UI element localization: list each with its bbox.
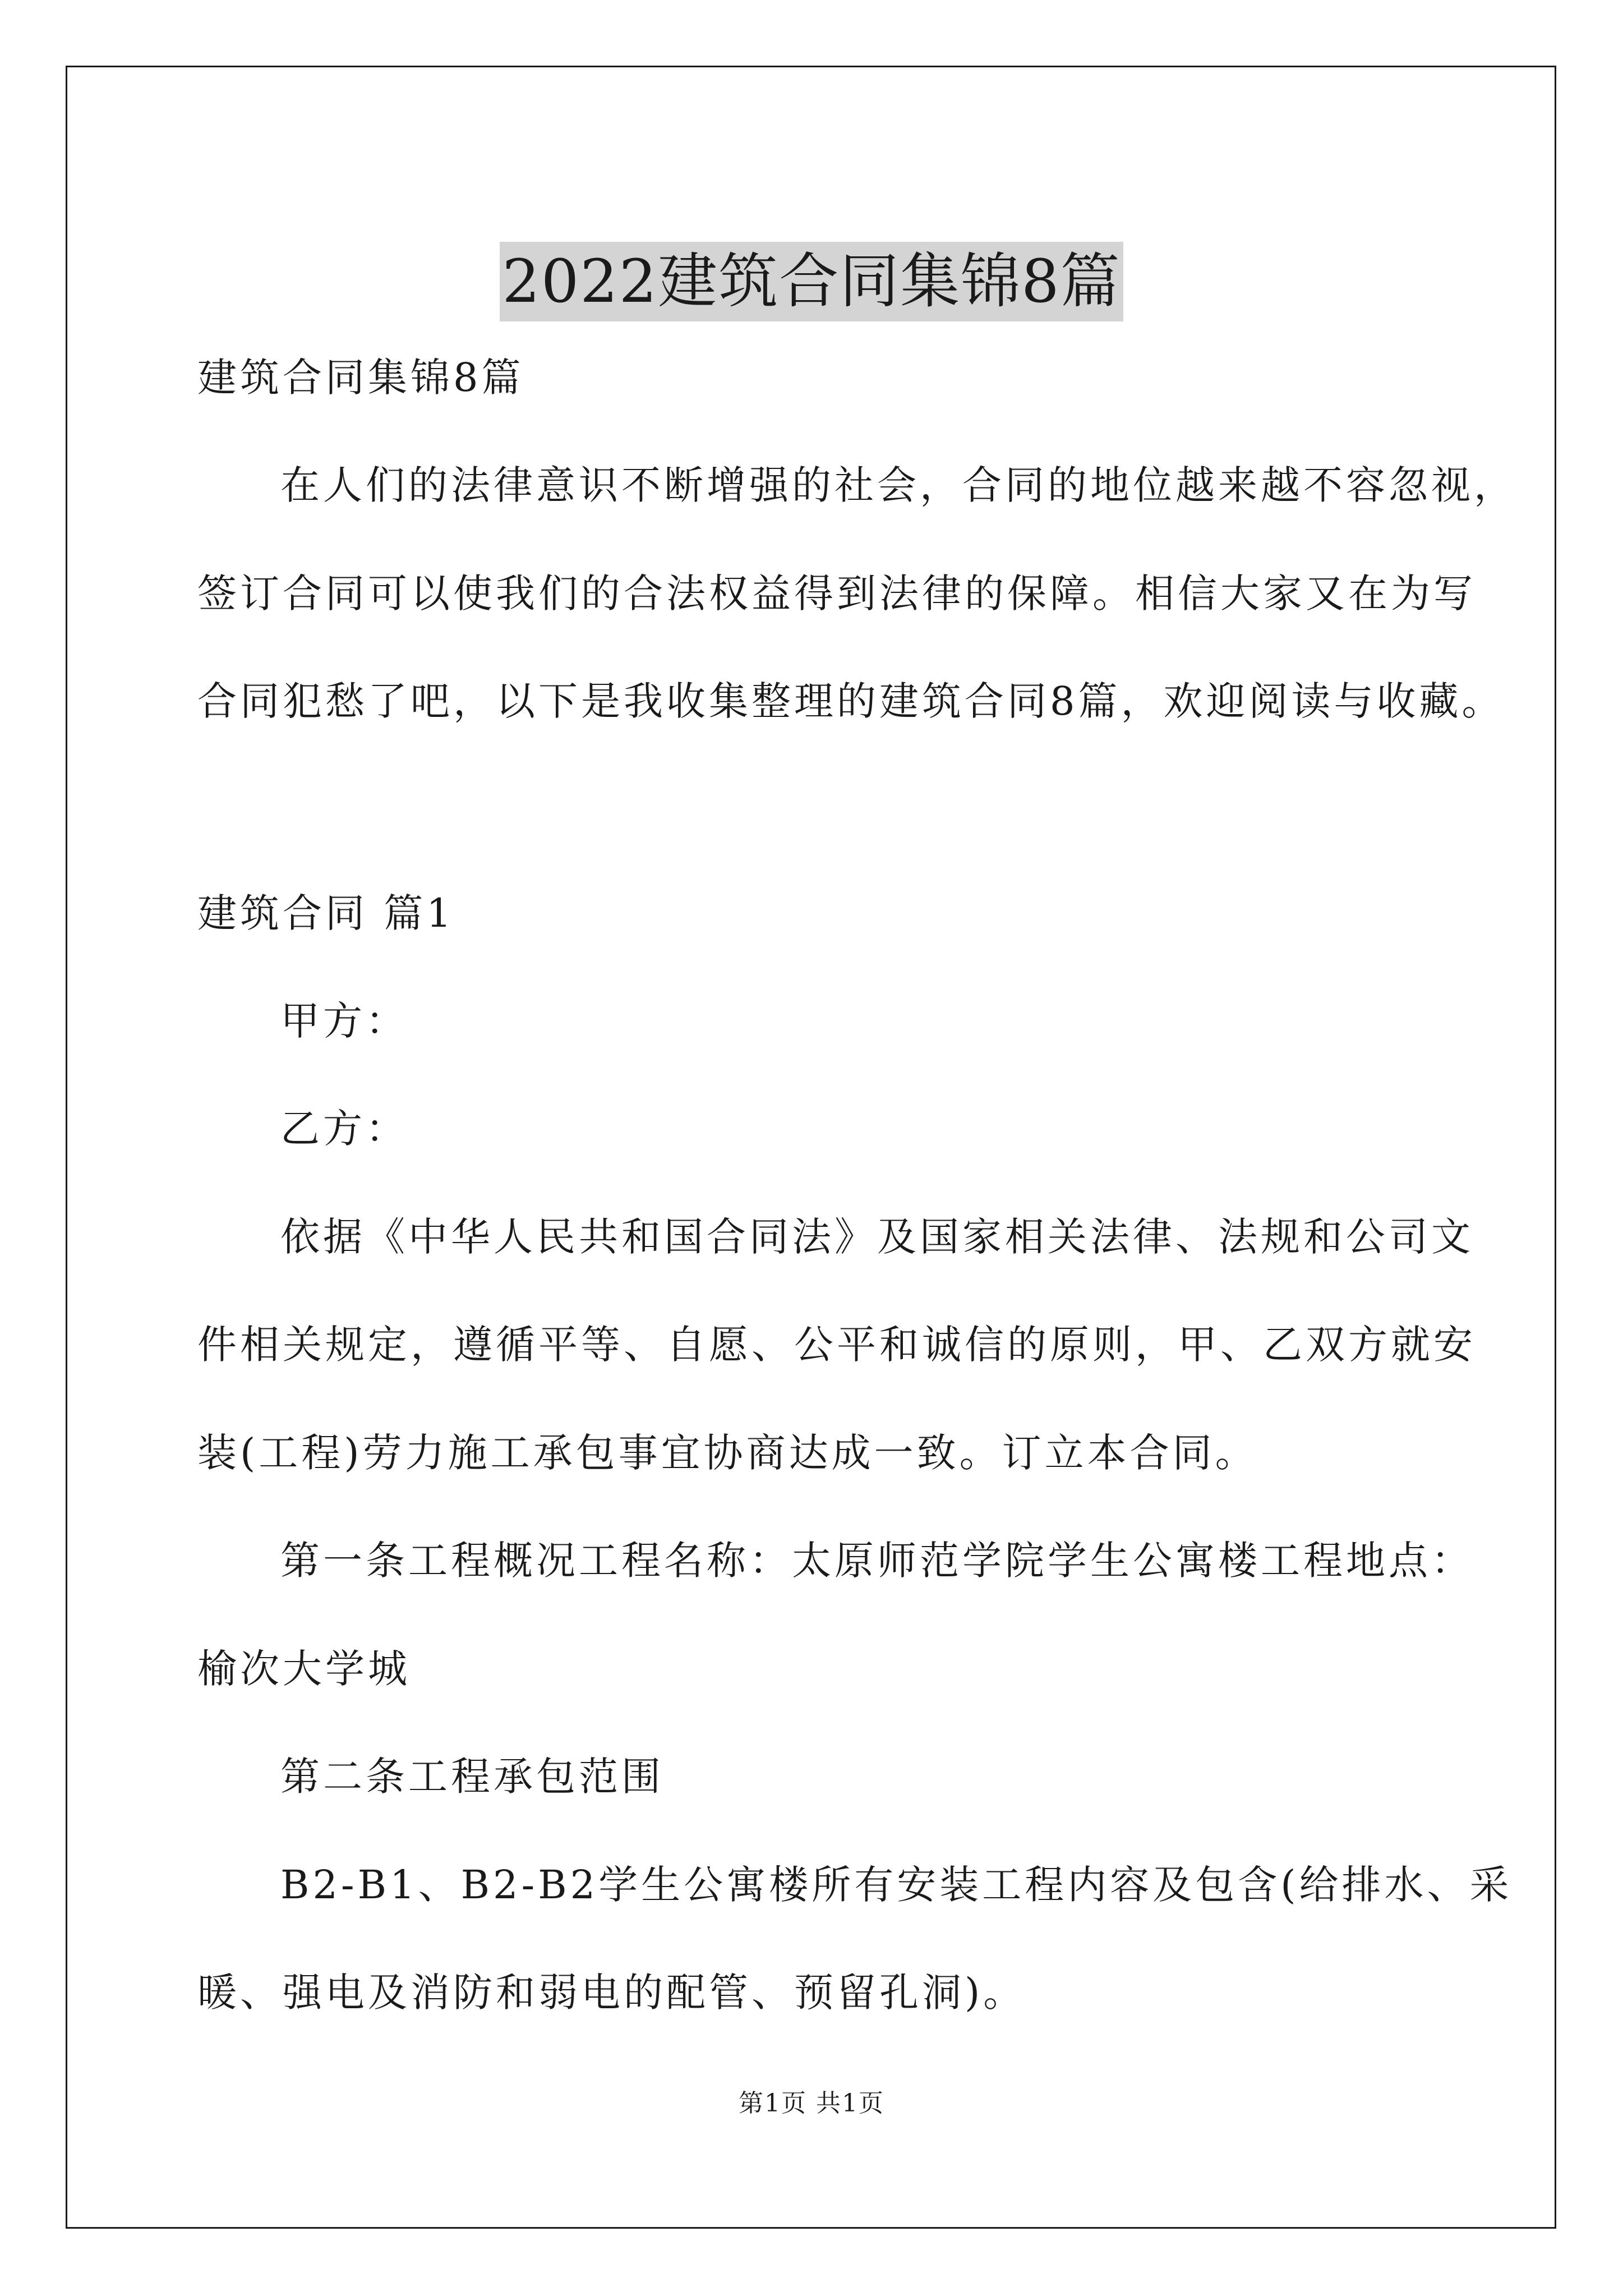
- intro-line-3: 合同犯愁了吧，以下是我收集整理的建筑合同8篇，欢迎阅读与收藏。: [197, 678, 1505, 724]
- basis-line-3: 装(工程)劳力施工承包事宜协商达成一致。订立本合同。: [197, 1430, 1258, 1476]
- document-title: 2022建筑合同集锦8篇: [500, 242, 1123, 321]
- title-container: [0, 202, 1623, 361]
- document-subtitle: 建筑合同集锦8篇: [197, 355, 524, 401]
- article1-line-2: 榆次大学城: [197, 1646, 411, 1692]
- party-a-label: 甲方：: [280, 998, 408, 1044]
- page-footer: 第1页 共1页: [739, 2089, 884, 2118]
- intro-line-2: 签订合同可以使我们的合法权益得到法律的保障。相信大家又在为写: [197, 570, 1476, 616]
- intro-line-1: 在人们的法律意识不断增强的社会，合同的地位越来越不容忽视，: [280, 462, 1516, 508]
- article1-line-1: 第一条工程概况工程名称：太原师范学院学生公寓楼工程地点：: [280, 1538, 1474, 1584]
- basis-line-2: 件相关规定，遵循平等、自愿、公平和诚信的原则，甲、乙双方就安: [197, 1322, 1476, 1368]
- article2-line-2: 暖、强电及消防和弱电的配管、预留孔洞)。: [197, 1970, 1026, 2016]
- basis-line-1: 依据《中华人民共和国合同法》及国家相关法律、法规和公司文: [280, 1214, 1474, 1260]
- section-heading: 建筑合同 篇1: [197, 890, 455, 936]
- article2-line-1: B2-B1、B2-B2学生公寓楼所有安装工程内容及包含(给排水、采: [280, 1862, 1513, 1908]
- article2-heading: 第二条工程承包范围: [280, 1754, 664, 1800]
- party-b-label: 乙方：: [280, 1106, 408, 1152]
